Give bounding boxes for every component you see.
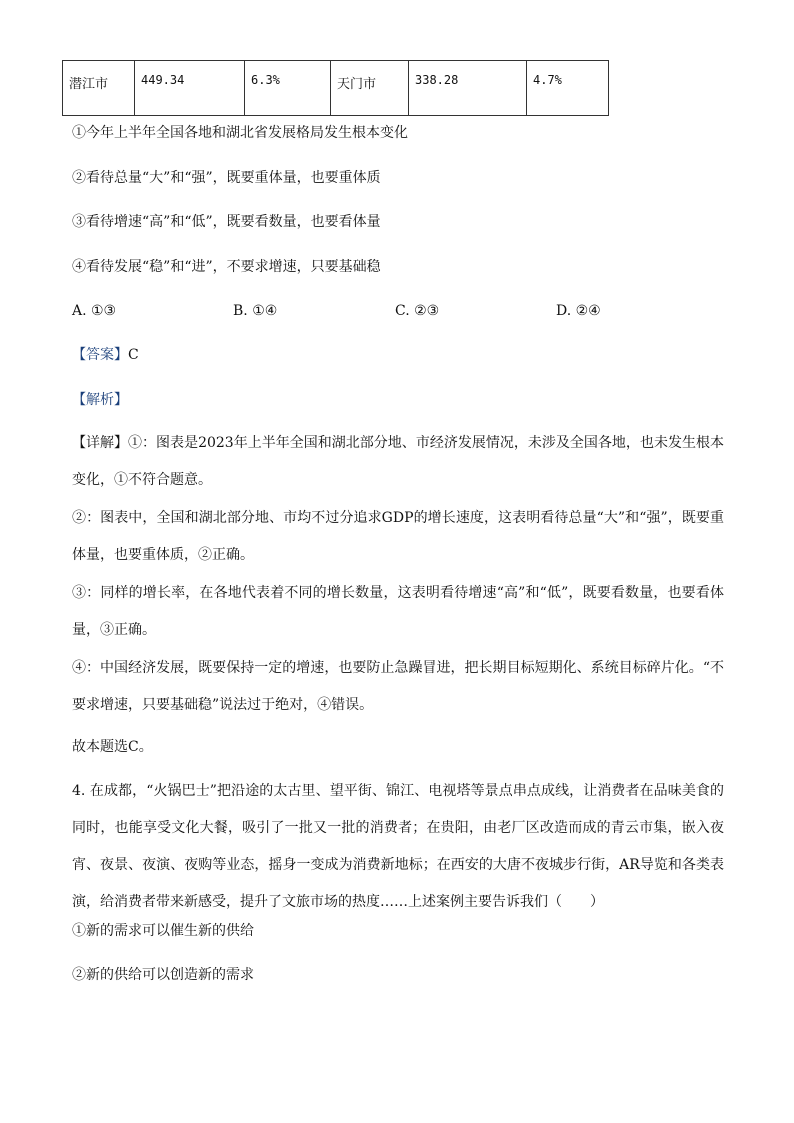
option-c: C. ②③ xyxy=(395,303,440,319)
conclusion: 故本题选C。 xyxy=(72,739,153,755)
detail-paragraph-4: ④：中国经济发展，既要保持一定的增速，也要防止急躁冒进，把长期目标短期化、系统目标碎片化。“不要求增速，只要基础稳”说法过于绝对，④错误。 xyxy=(72,660,724,713)
table-row xyxy=(63,61,609,116)
q4-statement-2: ②新的供给可以创造新的需求 xyxy=(72,967,254,983)
detail-paragraph-1: 【详解】①：图表是2023年上半年全国和湖北部分地、市经济发展情况，未涉及全国各地，也未发生根本变化，①不符合题意。 xyxy=(72,435,724,488)
table-cell: 338.28 xyxy=(409,61,527,116)
option-a: A. ①③ xyxy=(72,303,117,319)
q3-statement-3: ③看待增速“高”和“低”，既要看数量，也要看体量 xyxy=(72,214,381,230)
option-b: B. ①④ xyxy=(233,303,278,319)
analysis-label: 【解析】 xyxy=(72,392,128,408)
detail-paragraph-2: ②：图表中，全国和湖北部分地、市均不过分追求GDP的增长速度，这表明看待总量“大”和“强”，既要重体量，也要重体质，②正确。 xyxy=(72,510,724,563)
table-cell: 潜江市 xyxy=(63,61,135,116)
table-cell: 天门市 xyxy=(331,61,409,116)
answer-label: 【答案】 xyxy=(72,347,128,363)
q4-statement-1: ①新的需求可以催生新的供给 xyxy=(72,923,254,939)
answer-value: C xyxy=(128,347,139,363)
q3-statement-2: ②看待总量“大”和“强”，既要重体量，也要重体质 xyxy=(72,170,381,186)
option-d: D. ②④ xyxy=(556,303,601,319)
q4-stem: 4. 在成都，“火锅巴士”把沿途的太古里、望平街、锦江、电视塔等景点串点成线，让消费者在品味美食的同时，也能享受文化大餐，吸引了一批又一批的消费者；在贵阳，由老厂区改造而成的青云市集，嵌入夜宵、夜景、夜演、夜购等业态，摇身一变成为消费新地标；在西安的大唐不夜城步行街，AR导览和各类表演，给消费者带来新感受，提升了文旅市场的热度……上述案例主要告诉我们（ ） xyxy=(72,783,724,910)
q3-statement-4: ④看待发展“稳”和“进”，不要求增速，只要基础稳 xyxy=(72,259,381,275)
table-cell: 4.7% xyxy=(527,61,609,116)
answer-line xyxy=(72,345,139,365)
table-cell: 6.3% xyxy=(245,61,331,116)
data-table xyxy=(62,60,609,116)
table-cell: 449.34 xyxy=(135,61,245,116)
q3-statement-1: ①今年上半年全国各地和湖北省发展格局发生根本变化 xyxy=(72,125,408,141)
detail-paragraph-3: ③：同样的增长率，在各地代表着不同的增长数量，这表明看待增速“高”和“低”，既要看数量，也要看体量，③正确。 xyxy=(72,585,724,638)
